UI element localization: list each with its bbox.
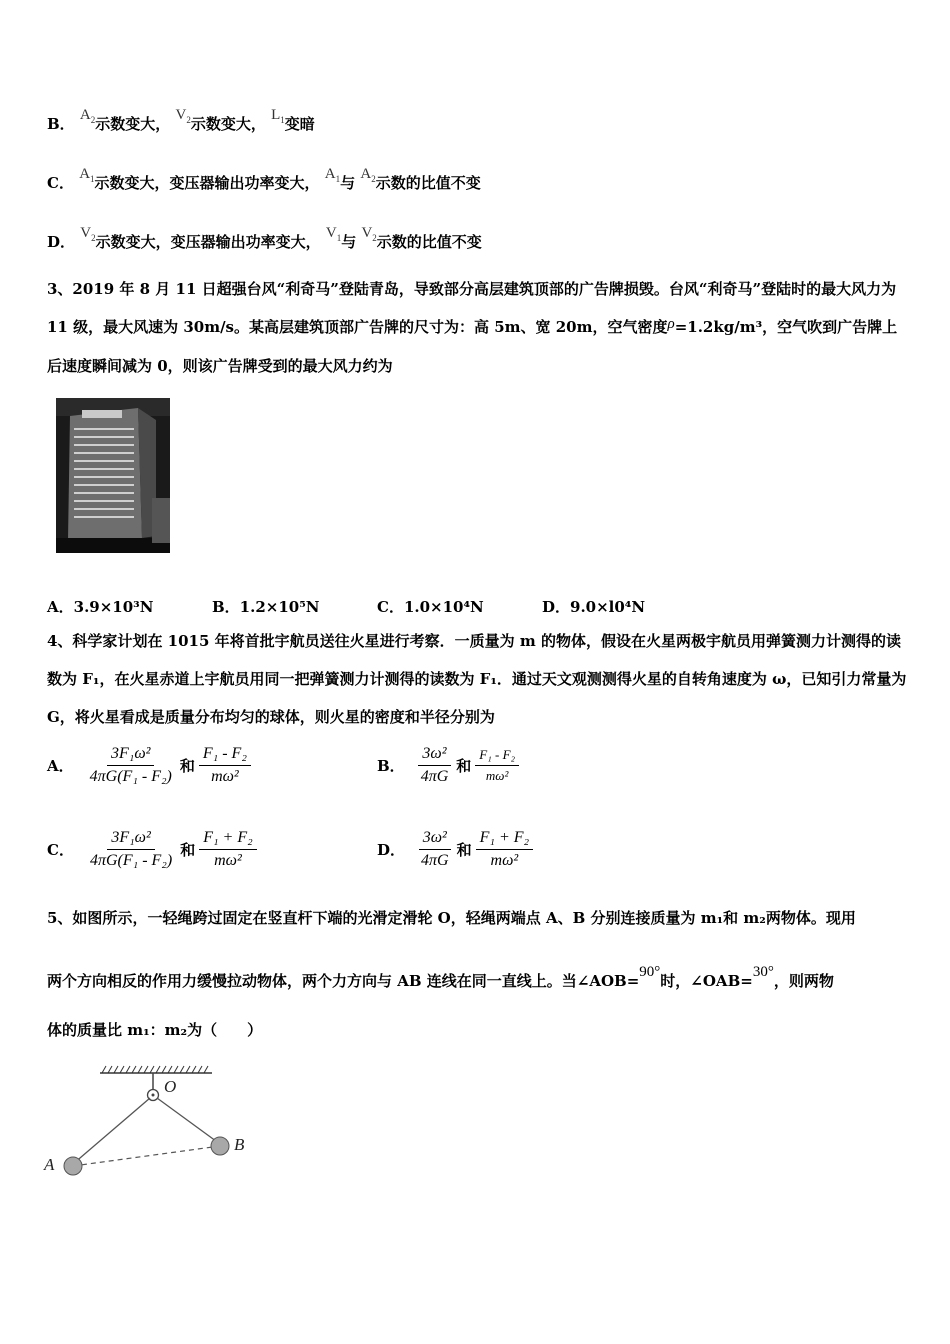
q5-line-1: 5、如图所示，一轻绳跨过固定在竖直杆下端的光滑定滑轮 O，轻绳两端点 A、B 分别连接质量为 m₁和 m₂两物体。现用	[47, 909, 856, 927]
q3-option-a: A．3.9×10³N	[47, 598, 154, 616]
q3-question-text: 3、2019 年 8 月 11 日超强台风“利奇马”登陆青岛，导致部分高层建筑顶部的广告牌损毁。台风“利奇马”登陆时的最大风力为 11 级，最大风速为 30m/s。某高层建筑顶部广告牌的尺寸为：高 5m、宽 20m，空气密度ρ=1.2kg/m³，空气吹到广告牌上后速度瞬间减为 0，则该广告牌受到的最大风力约为	[47, 280, 898, 375]
q4-option-d: D． $\frac{\text{3ω²}}{4\pi G}$ 和 $\frac{\text{F₁ + F₂}}{\text{mω²}}$	[377, 829, 535, 870]
density-fraction: $\frac{\text{3F₁ω²}}{\text{4πG(F₁ - F₂)}}$	[89, 745, 172, 785]
angle-oab-value: 30°	[752, 964, 774, 980]
radius-fraction: $\frac{\text{F₁ + F₂}}{\text{mω²}}$	[476, 829, 533, 870]
radius-fraction: $\frac{\text{F₁ - F₂}}{\text{mω²}}$	[475, 747, 519, 784]
radius-fraction: $\frac{\text{F₁ - F₂}}{\text{mω²}}$	[199, 745, 251, 786]
voltmeter-v1-symbol: $V_1$	[325, 225, 342, 243]
rho-symbol: ρ	[667, 316, 675, 332]
density-fraction: $\frac{\text{3ω²}}{4\pi G}$	[417, 829, 453, 870]
q3-option-b: B．1.2×10⁵N	[212, 598, 320, 616]
q4-option-c: C． $\frac{\text{3F₁ω²}}{\text{4πG(F₁ - F₂)}}$ 和 $\frac{\text{F₁ + F₂}}{\text{mω²}}$	[47, 829, 259, 870]
building-photo	[56, 398, 170, 553]
q3-option-c: C．1.0×10⁴N	[377, 598, 484, 616]
q5-line-2: 两个方向相反的作用力缓慢拉动物体，两个力方向与 AB 连线在同一直线上。当∠AOB=90°时，∠OAB=30°，则两物	[47, 964, 834, 990]
angle-aob-value: 90°	[639, 964, 661, 980]
q2-option-d: D． $V_2$示数变大，变压器输出功率变大， $V_1$与 $V_2$示数的比值不变	[47, 225, 482, 251]
q3-option-d: D．9.0×l0⁴N	[542, 598, 646, 616]
q2-option-c: C． $A_1$示数变大，变压器输出功率变大， $A_1$与 $A_2$示数的比值不变	[47, 166, 481, 192]
rope-ob	[157, 1098, 220, 1144]
ammeter-a2-symbol: $A_2$	[79, 107, 96, 125]
rope-oa	[73, 1098, 150, 1164]
ceiling-hatching	[102, 1066, 208, 1073]
lamp-l1-symbol: $L_1$	[271, 107, 285, 125]
q2-option-b: B． $A_2$示数变大， $V_2$示数变大， $L_1$变暗	[47, 107, 315, 133]
radius-fraction: $\frac{\text{F₁ + F₂}}{\text{mω²}}$	[199, 829, 256, 870]
voltmeter-v2-symbol: $V_2$	[80, 225, 96, 243]
q4-option-a: A． $\frac{\text{3F₁ω²}}{\text{4πG(F₁ - F₂)}}$ 和 $\frac{\text{F₁ - F₂}}{\text{mω²}}$	[47, 745, 253, 786]
density-fraction: $\frac{\text{3ω²}}{4\pi G}$	[417, 745, 453, 786]
label-o: O	[164, 1077, 177, 1096]
ammeter-a1-symbol: $A_1$	[324, 166, 341, 184]
q4-question-text: 4、科学家计划在 1015 年将首批宇航员送往火星进行考察．一质量为 m 的物体，假设在火星两极宇航员用弹簧测力计测得的读数为 F₁，在火星赤道上宇航员用同一把弹簧测力计测得的读数为 F₁．通过天文观测测得火星的自转角速度为 ω，已知引力常量为 G，将火星看成是质量分布均匀的球体，则火星的密度和半径分别为	[47, 632, 907, 726]
density-fraction: $\frac{\text{3F₁ω²}}{\text{4πG(F₁ - F₂)}}$	[89, 829, 173, 869]
dashed-line-ab	[73, 1146, 220, 1166]
label-a: A	[44, 1155, 55, 1174]
ammeter-a2-symbol: $A_2$	[360, 166, 376, 184]
mass-a	[64, 1157, 82, 1175]
voltmeter-v2-symbol: $V_2$	[361, 225, 377, 243]
mass-b	[211, 1137, 229, 1155]
q4-option-b: B． $\frac{\text{3ω²}}{4\pi G}$ 和 $\frac{\text{F₁ - F₂}}{\text{mω²}}$	[377, 745, 521, 786]
pulley-diagram	[40, 1060, 280, 1185]
label-b: B	[234, 1135, 245, 1154]
ammeter-a1-symbol: $A_1$	[79, 166, 95, 184]
voltmeter-v2-symbol: $V_2$	[175, 107, 191, 125]
q5-line-3: 体的质量比 m₁：m₂为（ ）	[47, 1021, 263, 1039]
